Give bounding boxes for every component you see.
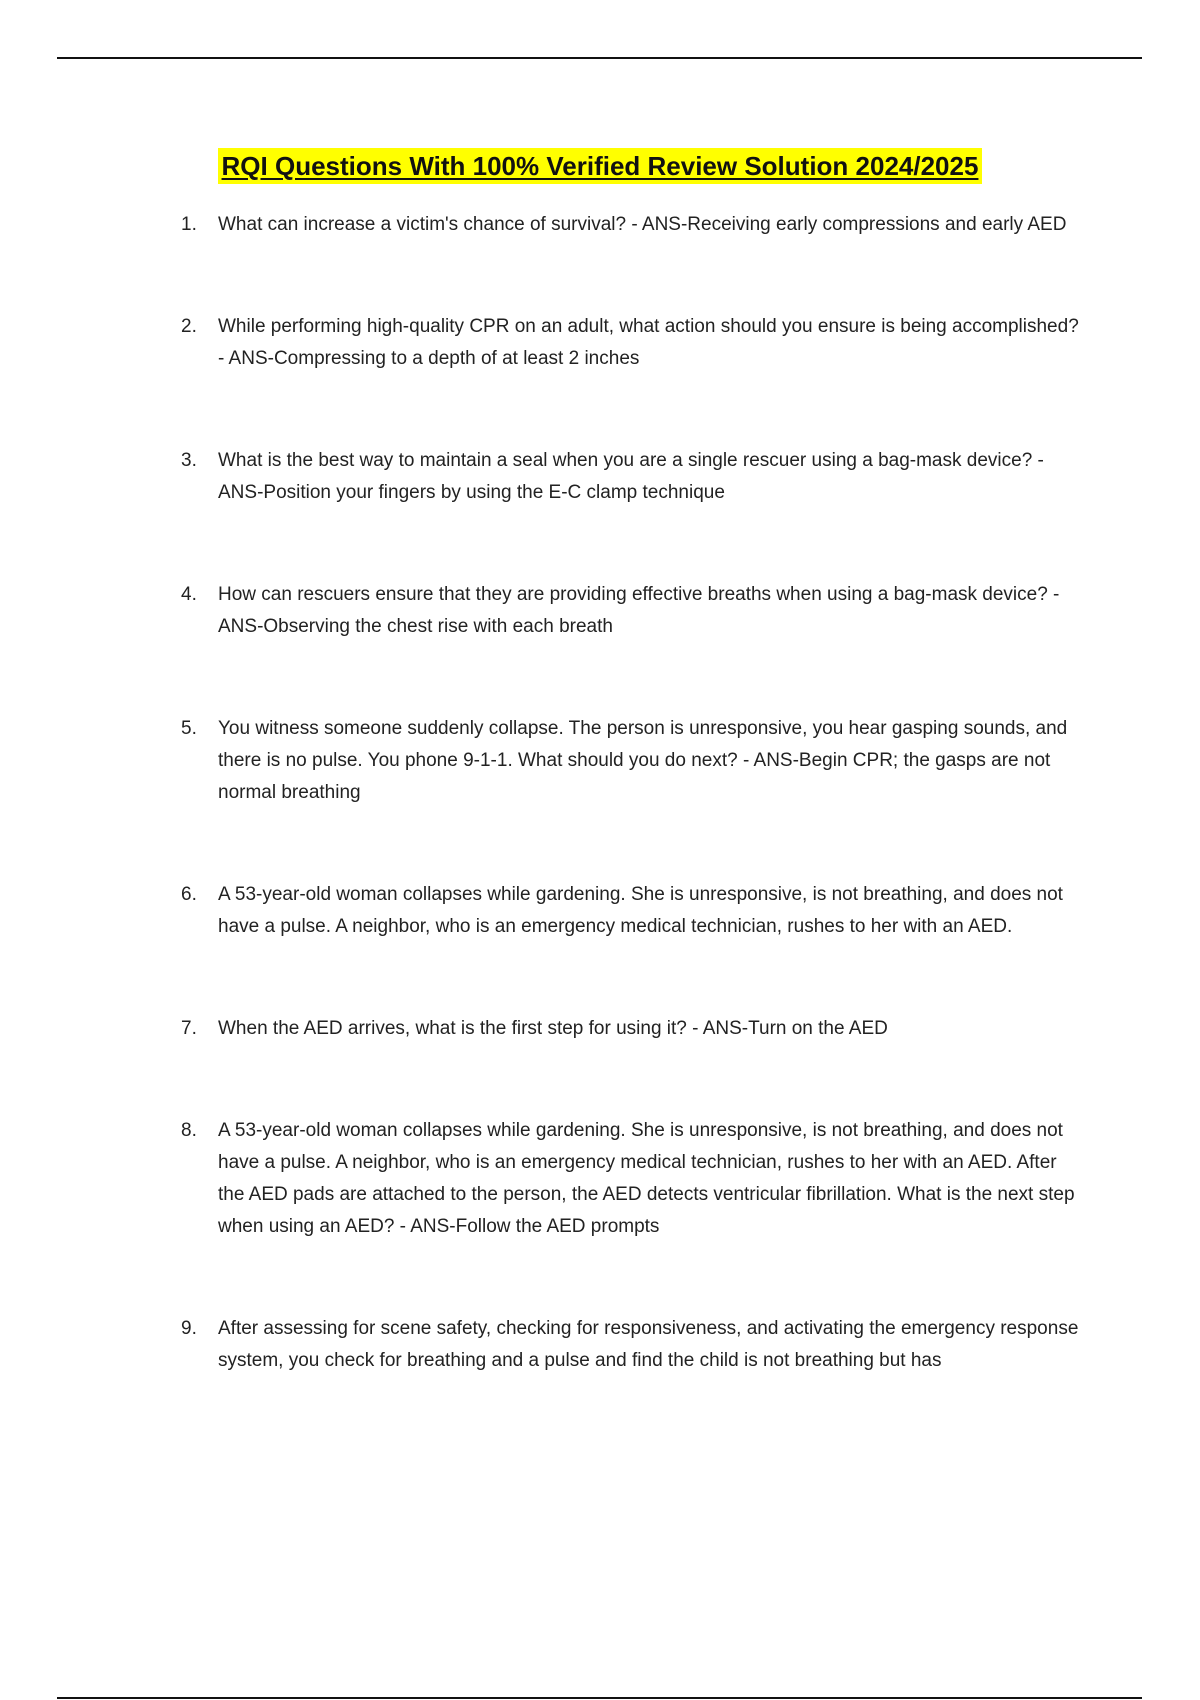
- question-text: When the AED arrives, what is the first step for using it? - ANS-Turn on the AED: [218, 1018, 888, 1039]
- question-item-8: [0, 1115, 1080, 1243]
- question-number: 3.: [181, 450, 197, 471]
- question-number: 1.: [181, 214, 197, 235]
- bottom-rule: [57, 1697, 1142, 1699]
- question-list: [0, 209, 1200, 1377]
- question-number: 4.: [181, 584, 197, 605]
- question-text: While performing high-quality CPR on an adult, what action should you ensure is being accomplished? - ANS-Compressing to a depth of at least 2 inches: [218, 316, 1079, 369]
- title-container: [0, 148, 1200, 184]
- question-number: 8.: [181, 1120, 197, 1141]
- question-text: A 53-year-old woman collapses while gardening. She is unresponsive, is not breathing, and does not have a pulse. A neighbor, who is an emergency medical technician, rushes to her with an AED. After the AED pads are attached to the person, the AED detects ventricular fibrillation. What is the next step when using an AED? - ANS-Follow the AED prompts: [218, 1120, 1075, 1237]
- question-item-7: [0, 1013, 1080, 1045]
- question-number: 9.: [181, 1318, 197, 1339]
- question-item-1: [0, 209, 1080, 241]
- question-number: 7.: [181, 1018, 197, 1039]
- question-item-9: [0, 1313, 1080, 1377]
- question-number: 2.: [181, 316, 197, 337]
- top-rule: [57, 57, 1142, 59]
- question-item-4: [0, 579, 1080, 643]
- question-item-3: [0, 445, 1080, 509]
- question-text: After assessing for scene safety, checking for responsiveness, and activating the emergency response system, you check for breathing and a pulse and find the child is not breathing but has: [218, 1318, 1079, 1371]
- question-text: How can rescuers ensure that they are providing effective breaths when using a bag-mask device? - ANS-Observing the chest rise with each breath: [218, 584, 1060, 637]
- document-title: RQI Questions With 100% Verified Review Solution 2024/2025: [218, 148, 983, 184]
- question-text: You witness someone suddenly collapse. The person is unresponsive, you hear gasping sounds, and there is no pulse. You phone 9-1-1. What should you do next? - ANS-Begin CPR; the gasps are not normal breathing: [218, 718, 1068, 803]
- question-text: A 53-year-old woman collapses while gardening. She is unresponsive, is not breathing, and does not have a pulse. A neighbor, who is an emergency medical technician, rushes to her with an AED.: [218, 884, 1063, 937]
- question-number: 6.: [181, 884, 197, 905]
- question-item-5: [0, 713, 1080, 809]
- question-number: 5.: [181, 718, 197, 739]
- question-item-2: [0, 311, 1080, 375]
- question-text: What can increase a victim's chance of survival? - ANS-Receiving early compressions and early AED: [218, 214, 1067, 235]
- question-text: What is the best way to maintain a seal when you are a single rescuer using a bag-mask device? - ANS-Position your fingers by using the E-C clamp technique: [218, 450, 1044, 503]
- question-item-6: [0, 879, 1080, 943]
